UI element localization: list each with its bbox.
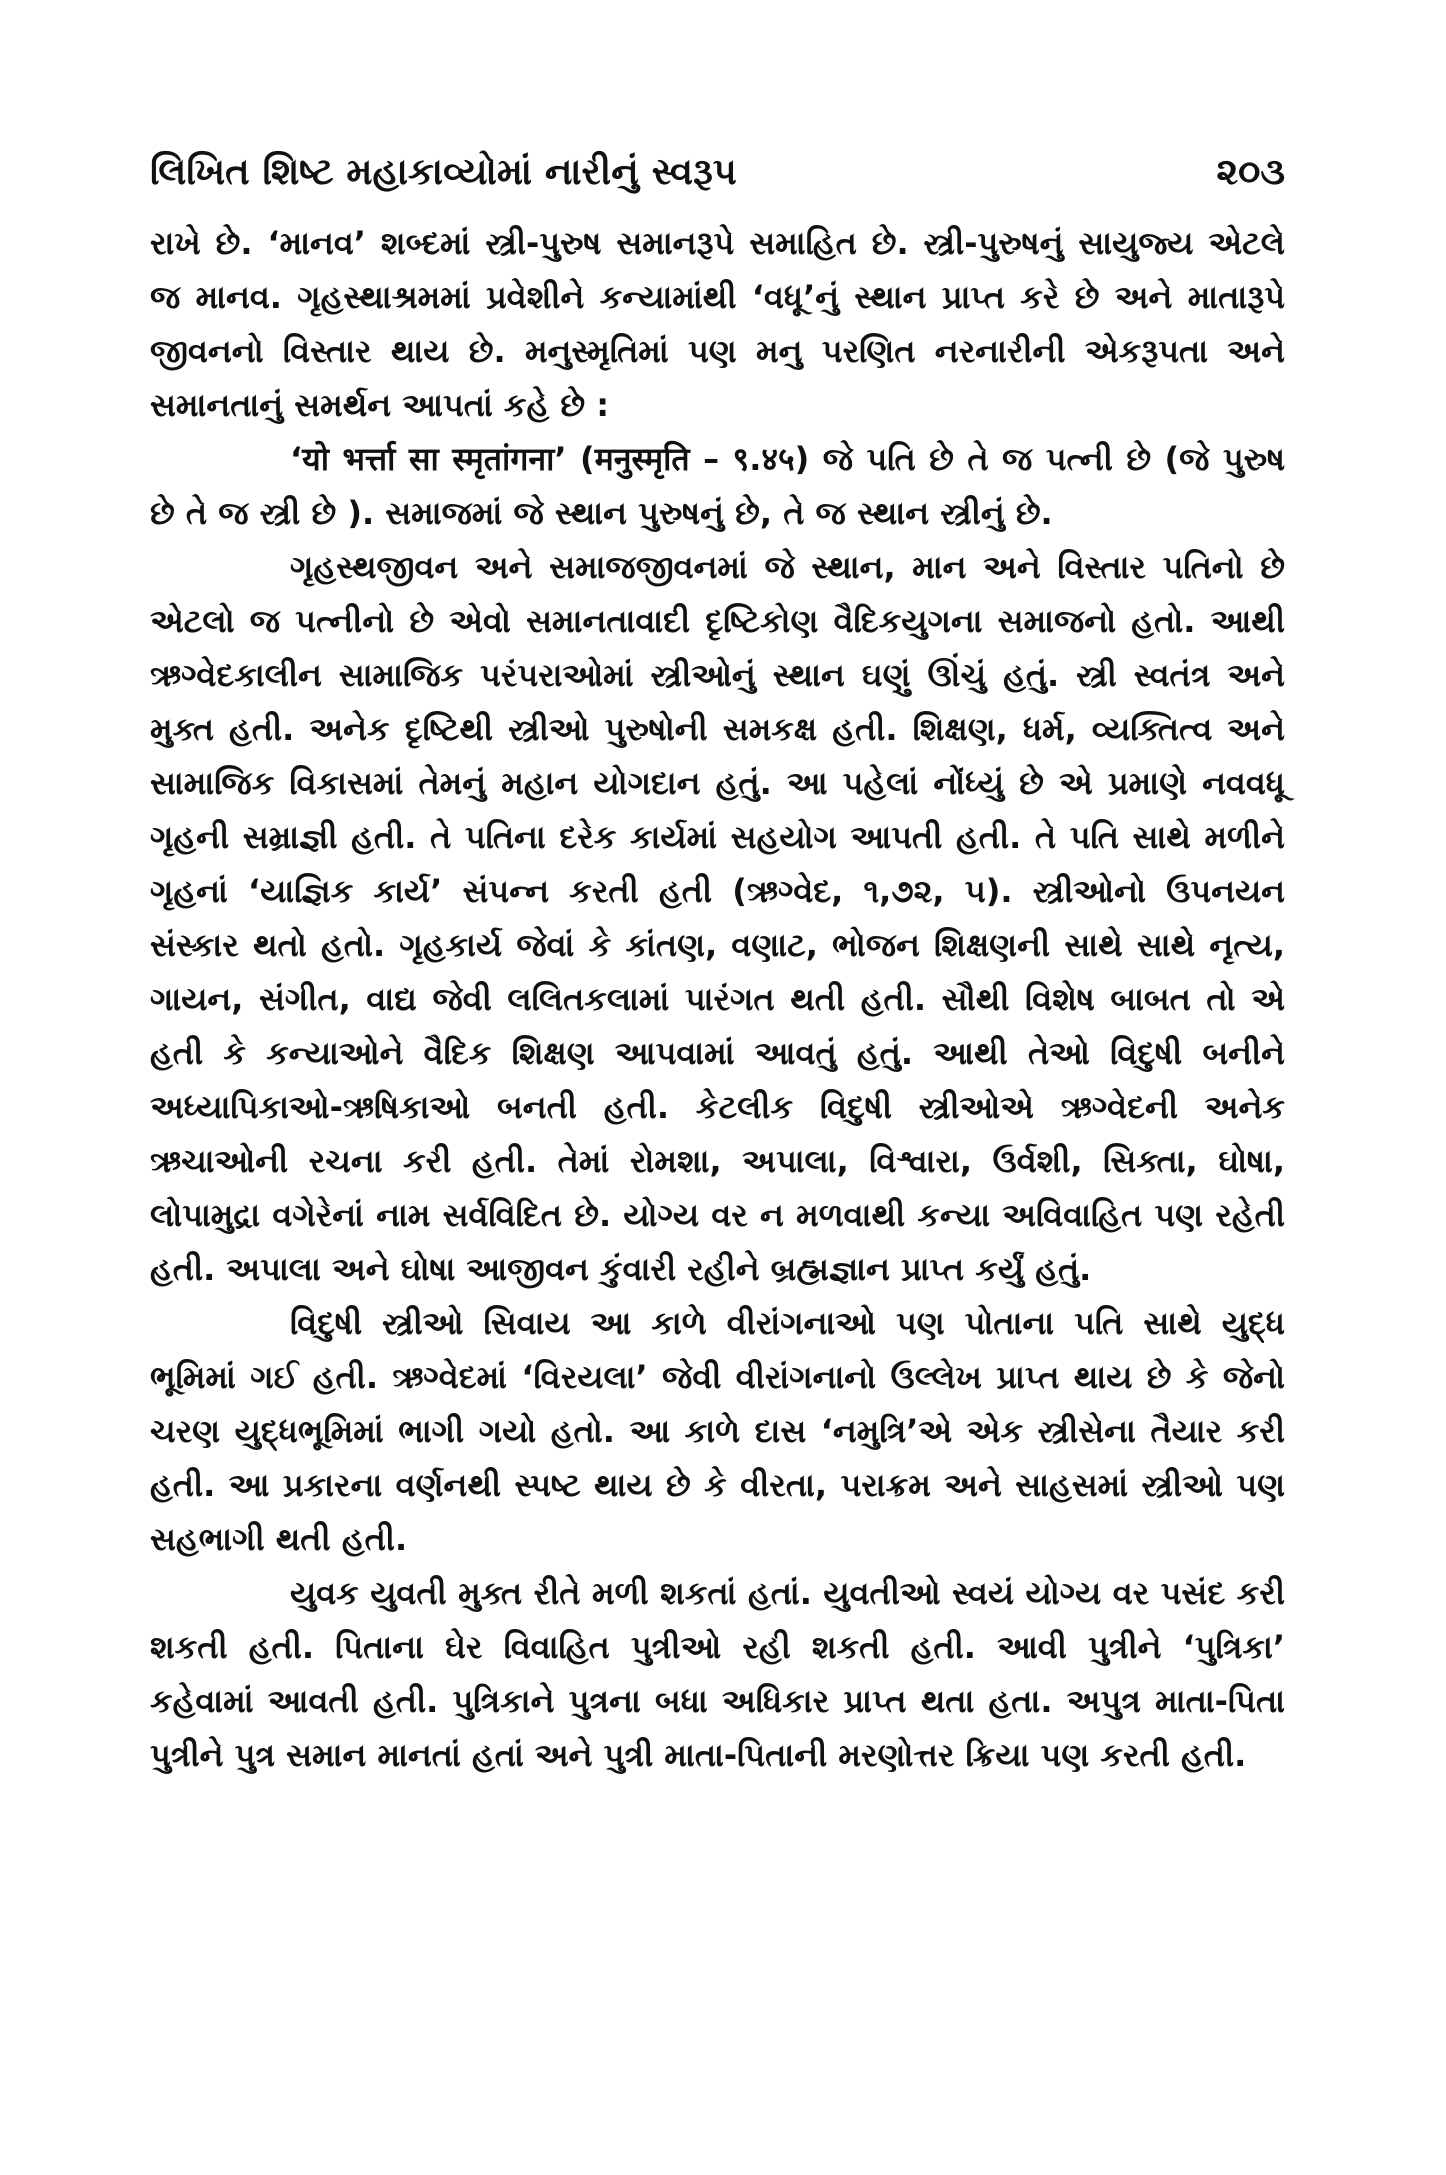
- paragraph-quote: ‘यो भर्त्ता सा स्मृतांगना’ (मनुस्मृति – ९.४५) જે પતિ છે તે જ પત્ની છે (જે પુરુષ છે તે જ સ્ત્રી છે ). સમાજમાં જે સ્થાન પુરુષનું છે, તે જ સ્થાન સ્ત્રીનું છે.: [150, 440, 1285, 532]
- paragraph-vedic-society: ગૃહસ્થજીવન અને સમાજજીવનમાં જે સ્થાન, માન અને વિસ્તાર પતિનો છે એટલો જ પત્નીનો છે એવો સમાનતાવાદી દૃષ્ટિકોણ વૈદિકયુગના સમાજનો હતો. આથી ઋગ્વેદકાલીન સામાજિક પરંપરાઓમાં સ્ત્રીઓનું સ્થાન ઘણું ઊંચું હતું. સ્ત્રી સ્વતંત્ર અને મુક્ત હતી. અનેક દૃષ્ટિથી સ્ત્રીઓ પુરુષોની સમકક્ષ હતી. શિક્ષણ, ધર્મ, વ્યક્તિત્વ અને સામાજિક વિકાસમાં તેમનું મહાન યોગદાન હતું. આ પહેલાં નોંધ્યું છે એ પ્રમાણે નવવધૂ ગૃહની સમ્રાજ્ઞી હતી. તે પતિના દરેક કાર્યમાં સહયોગ આપતી હતી. તે પતિ સાથે મળીને ગૃહનાં ‘યાજ્ઞિક કાર્ય’ સંપન્ન કરતી હતી (ઋગ્વેદ, ૧,૭૨, ૫). સ્ત્રીઓનો ઉપનયન સંસ્કાર થતો હતો. ગૃહકાર્ય જેવાં કે કાંતણ, વણાટ, ભોજન શિક્ષણની સાથે સાથે નૃત્ય, ગાયન, સંગીત, વાદ્ય જેવી લલિતકલામાં પારંગત થતી હતી. સૌથી વિશેષ બાબત તો એ હતી કે કન્યાઓને વૈદિક શિક્ષણ આપવામાં આવતું હતું. આથી તેઓ વિદુષી બનીને અધ્યાપિકાઓ-ઋષિકાઓ બનતી હતી. કેટલીક વિદુષી સ્ત્રીઓએ ઋગ્વેદની અનેક ઋચાઓની રચના કરી હતી. તેમાં રોમશા, અપાલા, વિશ્વારા, ઉર્વશી, સિક્તા, ઘોષા, લોપામુદ્રા વગેરેનાં નામ સર્વવિદિત છે. યોગ્ય વર ન મળવાથી કન્યા અવિવાહિત પણ રહેતી હતી. અપાલા અને ઘોષા આજીવન કુંવારી રહીને બ્રહ્મજ્ઞાન પ્રાપ્ત કર્યું હતું.: [150, 548, 1285, 1288]
- paragraph-continuation: રાખે છે. ‘માનવ’ શબ્દમાં સ્ત્રી-પુરુષ સમાનરૂપે સમાહિત છે. સ્ત્રી-પુરુષનું સાયુજ્ય એટલે જ માનવ. ગૃહસ્થાશ્રમમાં પ્રવેશીને કન્યામાંથી ‘વધૂ’નું સ્થાન પ્રાપ્ત કરે છે અને માતારૂપે જીવનનો વિસ્તાર થાય છે. મનુસ્મૃતિમાં પણ મનુ પરણિત નરનારીની એકરૂપતા અને સમાનતાનું સમર્થન આપતાં કહે છે :: [150, 224, 1285, 424]
- running-header: [150, 150, 1285, 194]
- body-text: [150, 216, 1285, 1782]
- chapter-title: લિખિત શિષ્ટ મહાકાવ્યોમાં નારીનું સ્વરૂપ: [150, 150, 737, 193]
- page-number: ૨૦૩: [1216, 150, 1285, 193]
- book-page: [150, 150, 1285, 1782]
- paragraph-putrika: યુવક યુવતી મુક્ત રીતે મળી શકતાં હતાં. યુવતીઓ સ્વયં યોગ્ય વર પસંદ કરી શકતી હતી. પિતાના ઘેર વિવાહિત પુત્રીઓ રહી શકતી હતી. આવી પુત્રીને ‘પુત્રિકા’ કહેવામાં આવતી હતી. પુત્રિકાને પુત્રના બધા અધિકાર પ્રાપ્ત થતા હતા. અપુત્ર માતા-પિતા પુત્રીને પુત્ર સમાન માનતાં હતાં અને પુત્રી માતા-પિતાની મરણોત્તર ક્રિયા પણ કરતી હતી.: [150, 1574, 1285, 1774]
- paragraph-warrior-women: વિદુષી સ્ત્રીઓ સિવાય આ કાળે વીરાંગનાઓ પણ પોતાના પતિ સાથે યુદ્ધ ભૂમિમાં ગઈ હતી. ઋગ્વેદમાં ‘વિરયલા’ જેવી વીરાંગનાનો ઉલ્લેખ પ્રાપ્ત થાય છે કે જેનો ચરણ યુદ્ધભૂમિમાં ભાગી ગયો હતો. આ કાળે દાસ ‘નમુત્રિ’એ એક સ્ત્રીસેના તૈયાર કરી હતી. આ પ્રકારના વર્ણનથી સ્પષ્ટ થાય છે કે વીરતા, પરાક્રમ અને સાહસમાં સ્ત્રીઓ પણ સહભાગી થતી હતી.: [150, 1304, 1285, 1558]
